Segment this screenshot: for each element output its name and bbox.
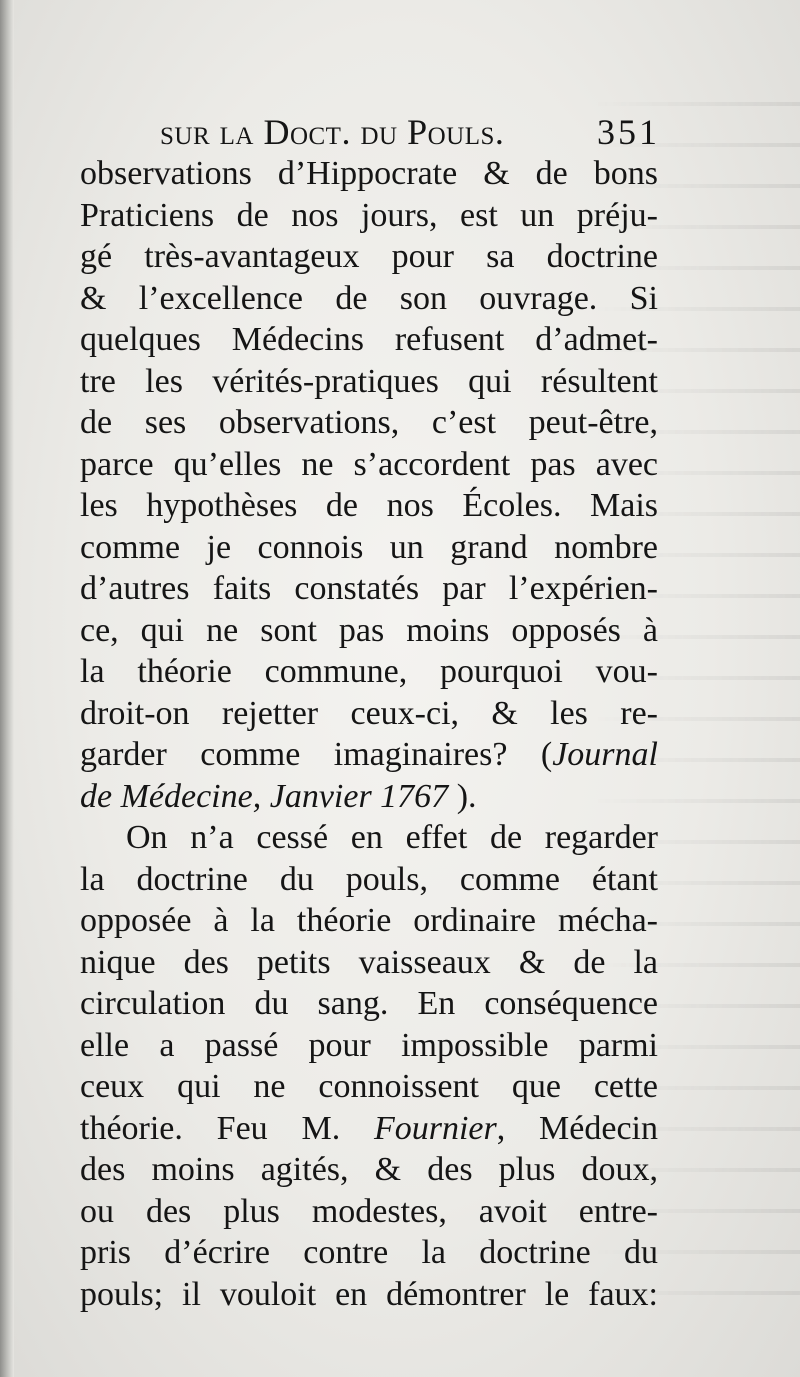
text-line: nique des petits vaisseaux & de la [80, 943, 658, 981]
text-segment: , Médecin [496, 1109, 658, 1147]
person-name: Fournier [373, 1109, 497, 1147]
text-line: droit-on rejetter ceux-ci, & les re- [80, 694, 658, 732]
text-line: pouls; il vouloit en démontrer le faux: [80, 1275, 658, 1313]
page-number: 351 [597, 112, 660, 152]
text-line: observations d’Hippocrate & de bons [80, 155, 658, 192]
text-line: de ses observations, c’est peut-être, [80, 404, 658, 441]
text-line: Praticiens de nos jours, est un préju- [80, 196, 658, 234]
text-line: elle a passé pour impossible parmi [80, 1026, 658, 1064]
text-line: quelques Médecins refusent d’admet- [80, 321, 658, 358]
text-line: opposée à la théorie ordinaire mécha- [80, 902, 658, 939]
text-line: ceux qui ne connoissent que cette [80, 1068, 658, 1105]
text-segment: théorie. Feu M. [80, 1109, 374, 1147]
text-line-citation-start [80, 734, 658, 776]
text-line: gé très-avantageux pour sa doctrine [80, 238, 658, 275]
text-segment: garder comme imaginaires? ( [80, 736, 553, 773]
running-header [160, 108, 660, 156]
text-line: d’autres faits constatés par l’expérien- [80, 570, 658, 607]
page-gutter-shadow [0, 0, 14, 1377]
text-line: circulation du sang. En conséquence [80, 985, 658, 1022]
text-line: & l’excellence de son ouvrage. Si [80, 279, 658, 317]
text-line: pris d’écrire contre la doctrine du [80, 1234, 658, 1271]
text-line: ou des plus modestes, avoit entre- [80, 1192, 658, 1230]
text-line: des moins agités, & des plus doux, [80, 1151, 658, 1188]
running-title: sur la Doct. du Pouls. [160, 112, 505, 152]
body-text [80, 153, 658, 1315]
citation-journal: Journal [552, 736, 658, 773]
citation-source: de Médecine, Janvier 1767 [80, 777, 449, 815]
text-line: la théorie commune, pourquoi vou- [80, 653, 658, 690]
text-line: parce qu’elles ne s’accordent pas avec [80, 445, 658, 483]
text-line: la doctrine du pouls, comme étant [80, 860, 658, 898]
text-line: ce, qui ne sont pas moins opposés à [80, 611, 658, 649]
citation-close: ). [456, 777, 477, 815]
text-line: les hypothèses de nos Écoles. Mais [80, 487, 658, 524]
text-line-with-name [80, 1108, 658, 1150]
text-line: tre les vérités-pratiques qui résultent [80, 362, 658, 400]
text-line-citation-end [80, 776, 658, 818]
paragraph-start-line: On n’a cessé en effet de regarder [126, 819, 658, 856]
text-line: comme je connois un grand nombre [80, 528, 658, 566]
